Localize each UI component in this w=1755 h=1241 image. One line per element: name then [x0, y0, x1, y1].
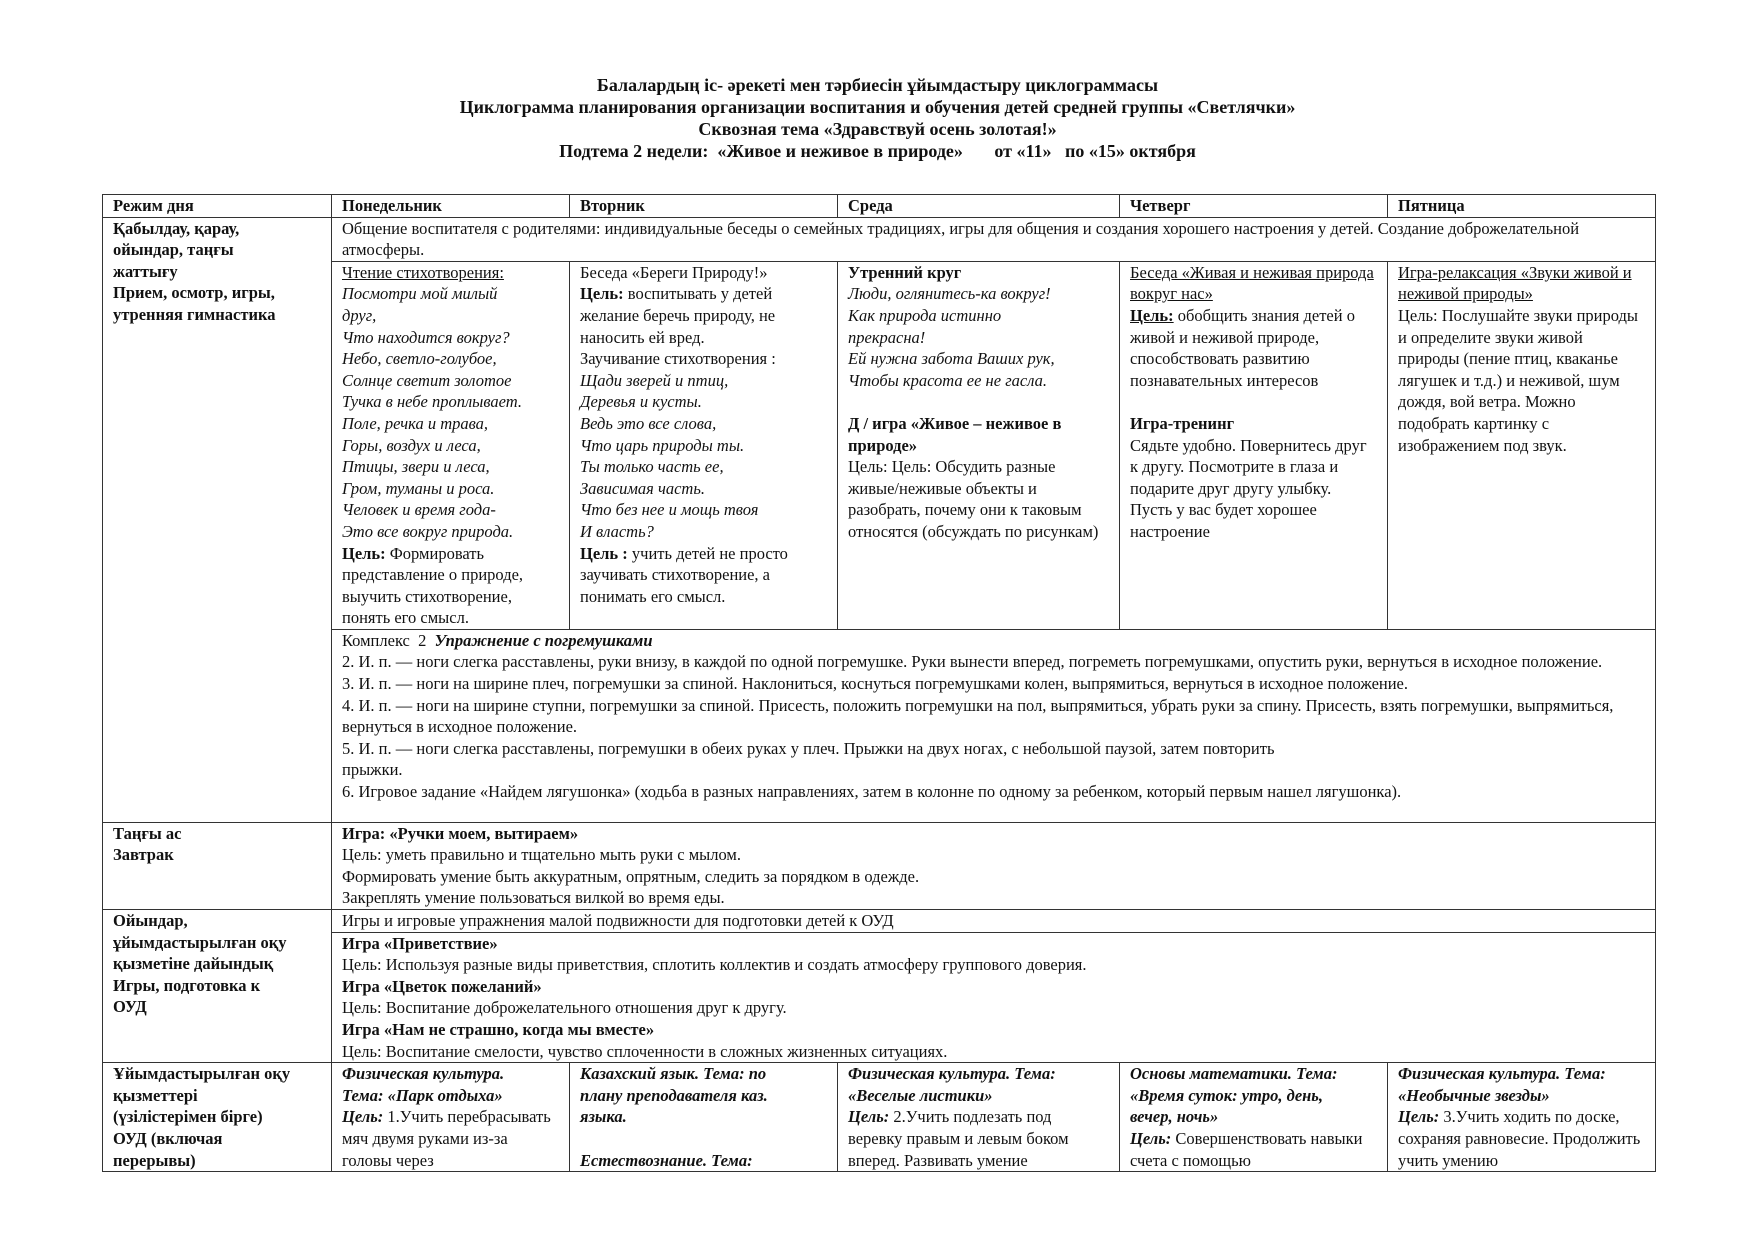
heading-line-4: Подтема 2 недели: «Живое и неживое в природе» от «11» по «15» октября — [559, 141, 1196, 161]
exercise-complex-cell: Комплекс 2 Упражнение с погремушками 2. И. п. — ноги слегка расставлены, руки внизу, в каждой по одной погремушке. Руки вынести вперед, погреметь погремушками, опустить руки, вернуться в исходное положение. 3. И. п. — ноги на ширине плеч, погремушки за спиной. Наклониться, коснуться погремушками колен, выпрямиться, вернуться в исходное положение. 4. И. п. — ноги на ширине ступни, погремушки за спиной. Присесть, положить погремушки на пол, выпрямиться, убрать руки за спину. Присесть, взять погремушки, выпрямиться, вернуться в исходное положение. 5. И. п. — ноги слегка расставлены, погремушки в обеих руках у плеч. Прыжки на двух ногах, с небольшой паузой, затем повторить прыжки. 6. Игровое задание «Найдем лягушонка» (ходьба в разных направлениях, затем в колонне по одному за ребенком, который первым нашел лягушонка). — [332, 629, 1656, 822]
row-label-games: Ойындар, ұйымдастырылған оқу қызметіне дайындық Игры, подготовка к ОУД — [103, 910, 332, 1063]
tuesday-reception-cell: Беседа «Береги Природу!» Цель: воспитывать у детей желание беречь природу, не наносить ей вред. Заучивание стихотворения : Щади зверей и птиц, Деревья и кусты. Ведь это все слова, Что царь природы ты. Ты только часть ее, Зависимая часть. Что без нее и мощь твоя И власть? Цель : учить детей не просто заучивать стихотворение, а понимать его смысл. — [570, 261, 838, 629]
table-row — [103, 1063, 1656, 1172]
friday-oud-cell: Физическая культура. Тема: «Необычные звезды» Цель: 3.Учить ходить по доске, сохраняя равновесие. Продолжить учить умению — [1388, 1063, 1656, 1172]
table-row — [103, 822, 1656, 909]
header-monday: Понедельник — [332, 195, 570, 218]
header-thursday: Четверг — [1120, 195, 1388, 218]
header-friday: Пятница — [1388, 195, 1656, 218]
cyclogram-table — [102, 194, 1656, 1172]
heading-line-1: Балалардың іс- әрекеті мен тәрбиесін ұйымдастыру циклограммасы — [596, 75, 1159, 95]
reception-intro: Общение воспитателя с родителями: индивидуальные беседы о семейных традициях, игры для общения и создания хорошего настроения у детей. Создание доброжелательной атмосферы. — [332, 217, 1656, 261]
header-tuesday: Вторник — [570, 195, 838, 218]
games-cell: Игра «Приветствие» Цель: Используя разные виды приветствия, сплотить коллектив и создать атмосферу группового доверия. Игра «Цветок пожеланий» Цель: Воспитание доброжелательного отношения друг к другу. Игра «Нам не страшно, когда мы вместе» Цель: Воспитание смелости, чувство сплоченности в сложных жизненных ситуациях. — [332, 932, 1656, 1063]
table-row — [103, 217, 1656, 261]
table-row — [103, 261, 1656, 629]
monday-reception-cell: Чтение стихотворения: Посмотри мой милый друг, Что находится вокруг? Небо, светло-голубое, Солнце светит золотое Тучка в небе проплывает. Поле, речка и трава, Горы, воздух и леса, Птицы, звери и леса, Гром, туманы и роса. Человек и время года- Это все вокруг природа. Цель: Формировать представление о природе, выучить стихотворение, понять его смысл. — [332, 261, 570, 629]
table-row — [103, 932, 1656, 1063]
header-regime: Режим дня — [103, 195, 332, 218]
document-heading — [0, 74, 1755, 162]
table-row — [103, 910, 1656, 933]
wednesday-reception-cell: Утренний круг Люди, оглянитесь-ка вокруг! Как природа истинно прекрасна! Ей нужна забота Ваших рук, Чтобы красота ее не гасла. Д / игра «Живое – неживое в природе» Цель: Цель: Обсудить разные живые/неживые объекты и разобрать, почему они к таковым относятся (обсуждать по рисункам) — [838, 261, 1120, 629]
games-intro: Игры и игровые упражнения малой подвижности для подготовки детей к ОУД — [332, 910, 1656, 933]
table-header-row — [103, 195, 1656, 218]
thursday-oud-cell: Основы математики. Тема: «Время суток: утро, день, вечер, ночь» Цель: Совершенствовать навыки счета с помощью — [1120, 1063, 1388, 1172]
wednesday-oud-cell: Физическая культура. Тема: «Веселые листики» Цель: 2.Учить подлезать под веревку правым и левым боком вперед. Развивать умение — [838, 1063, 1120, 1172]
breakfast-cell: Игра: «Ручки моем, вытираем» Цель: уметь правильно и тщательно мыть руки с мылом. Формировать умение быть аккуратным, опрятным, следить за порядком в одежде. Закреплять умение пользоваться вилкой во время еды. — [332, 822, 1656, 909]
friday-reception-cell: Игра-релаксация «Звуки живой и неживой природы» Цель: Послушайте звуки природы и определите звуки живой природы (пение птиц, кваканье лягушек и т.д.) и неживой, шум дождя, вой ветра. Можно подобрать картинку с изображением под звук. — [1388, 261, 1656, 629]
tuesday-oud-cell: Казахский язык. Тема: по плану преподавателя каз. языка. Естествознание. Тема: — [570, 1063, 838, 1172]
table-row — [103, 629, 1656, 822]
row-label-oud: Ұйымдастырылған оқу қызметтері (үзілістерімен бірге) ОУД (включая перерывы) — [103, 1063, 332, 1172]
row-label-breakfast: Таңғы ас Завтрак — [103, 822, 332, 909]
header-wednesday: Среда — [838, 195, 1120, 218]
heading-line-2: Циклограмма планирования организации воспитания и обучения детей средней группы «Светлячки» — [459, 97, 1296, 117]
row-label-reception: Қабылдау, қарау, ойындар, таңғы жаттығу Прием, осмотр, игры, утренняя гимнастика — [103, 217, 332, 822]
thursday-reception-cell: Беседа «Живая и неживая природа вокруг нас» Цель: обобщить знания детей о живой и неживой природе, способствовать развитию познавательных интересов Игра-тренинг Сядьте удобно. Повернитесь друг к другу. Посмотрите в глаза и подарите друг другу улыбку. Пусть у вас будет хорошее настроение — [1120, 261, 1388, 629]
monday-oud-cell: Физическая культура. Тема: «Парк отдыха» Цель: 1.Учить перебрасывать мяч двумя руками из-за головы через — [332, 1063, 570, 1172]
heading-line-3: Сквозная тема «Здравствуй осень золотая!» — [698, 119, 1057, 139]
